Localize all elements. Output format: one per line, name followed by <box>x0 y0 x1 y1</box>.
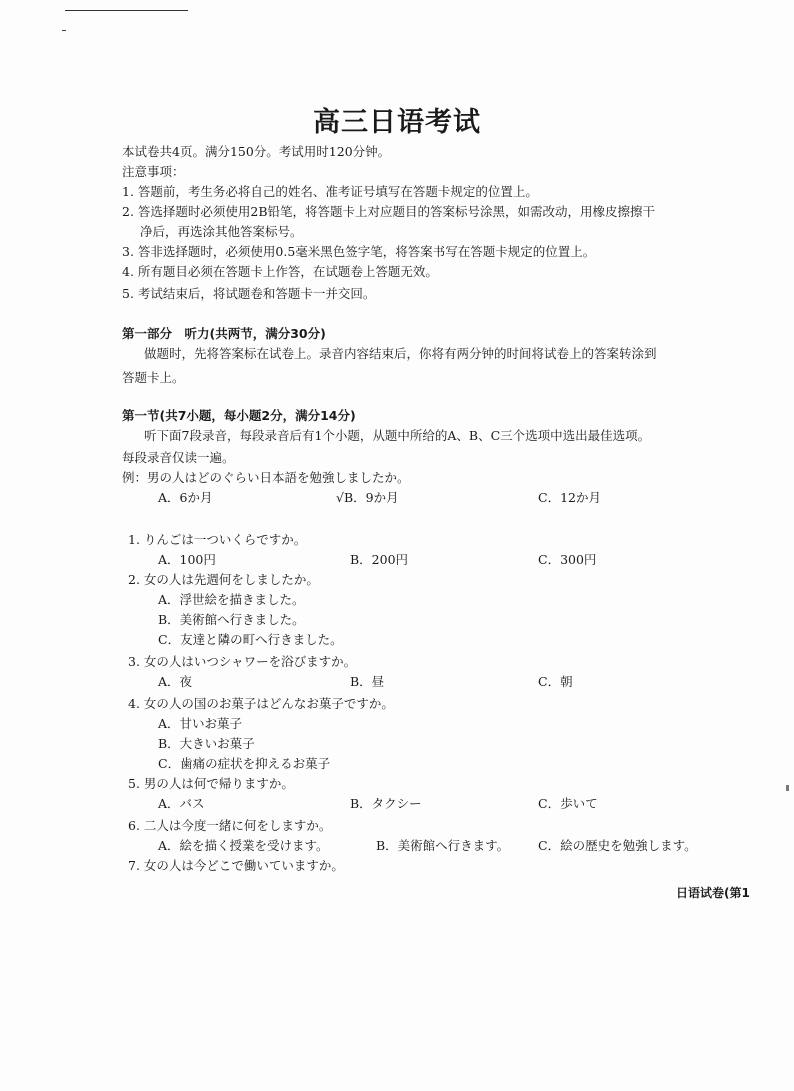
page-footer: 日语试卷(第1 <box>676 886 750 900</box>
option-b: B．200円 <box>350 552 409 567</box>
option-b: B．大きいお菓子 <box>158 736 255 751</box>
option-a: A．バス <box>158 796 205 811</box>
section1-description: 每段录音仅读一遍。 <box>122 450 235 465</box>
option-c: C．絵の歴史を勉強します。 <box>538 838 697 853</box>
note-item: 3. 答非选择题时，必须使用0.5毫米黑色签字笔，将答案书写在答题卡规定的位置上。 <box>122 244 596 259</box>
question-text: 3. 女の人はいつシャワーを浴びますか。 <box>128 654 357 669</box>
part1-description: 答题卡上。 <box>122 370 185 385</box>
option-c: C．友達と隣の町へ行きました。 <box>158 632 343 647</box>
option-c: C．歩いて <box>538 796 598 811</box>
option-c: C．300円 <box>538 552 597 567</box>
option-c: C．歯痛の症状を抑えるお菓子 <box>158 756 331 771</box>
example-question: 例：男の人はどのぐらい日本語を勉強しましたか。 <box>122 470 410 485</box>
scan-mark <box>62 30 66 31</box>
exam-title: 高三日语考试 <box>313 107 481 138</box>
question-text: 1. りんごは一ついくらですか。 <box>128 532 307 547</box>
note-item: 1. 答题前，考生务必将自己的姓名、准考证号填写在答题卡规定的位置上。 <box>122 184 538 199</box>
question-text: 2. 女の人は先週何をしましたか。 <box>128 572 319 587</box>
question-text: 4. 女の人の国のお菓子はどんなお菓子ですか。 <box>128 696 394 711</box>
note-item: 4. 所有题目必须在答题卡上作答，在试题卷上答题无效。 <box>122 264 438 279</box>
top-rule <box>65 10 188 11</box>
option-a: A．100円 <box>158 552 216 567</box>
part1-description: 做题时，先将答案标在试卷上。录音内容结束后，你将有两分钟的时间将试卷上的答案转涂到 <box>144 346 657 361</box>
notes-header: 注意事项： <box>122 164 185 179</box>
option-a: A．絵を描く授業を受けます。 <box>158 838 329 853</box>
note-item: 5. 考试结束后，将试题卷和答题卡一并交回。 <box>122 286 376 301</box>
question-text: 5. 男の人は何で帰りますか。 <box>128 776 294 791</box>
part1-heading: 第一部分 听力(共两节，满分30分) <box>122 326 326 341</box>
option-a: A．甘いお菓子 <box>158 716 243 731</box>
option-c: C．朝 <box>538 674 573 689</box>
option-b: B．美術館へ行きます。 <box>376 838 510 853</box>
intro-text: 本试卷共4页。满分150分。考试用时120分钟。 <box>122 144 391 159</box>
option-a: A．夜 <box>158 674 193 689</box>
option-a: A．浮世絵を描きました。 <box>158 592 305 607</box>
example-option-c: C．12か月 <box>538 490 601 505</box>
note-item: 2. 答选择题时必须使用2B铅笔，将答题卡上对应题目的答案标号涂黑，如需改动，用橡皮擦擦干 <box>122 204 656 219</box>
question-text: 6. 二人は今度一緒に何をしますか。 <box>128 818 332 833</box>
section1-heading: 第一节(共7小题，每小题2分，满分14分) <box>122 408 356 423</box>
question-text: 7. 女の人は今どこで働いていますか。 <box>128 858 344 873</box>
section1-description: 听下面7段录音，每段录音后有1个小题，从题中所给的A、B、C三个选项中选出最佳选项。 <box>144 428 651 443</box>
example-option-a: A．6か月 <box>158 490 213 505</box>
option-b: B．昼 <box>350 674 385 689</box>
option-b: B．美術館へ行きました。 <box>158 612 305 627</box>
option-b: B．タクシー <box>350 796 422 811</box>
note-item-continued: 净后，再选涂其他答案标号。 <box>140 224 303 239</box>
example-option-b: √B．9か月 <box>336 490 399 505</box>
scan-mark <box>786 785 789 791</box>
